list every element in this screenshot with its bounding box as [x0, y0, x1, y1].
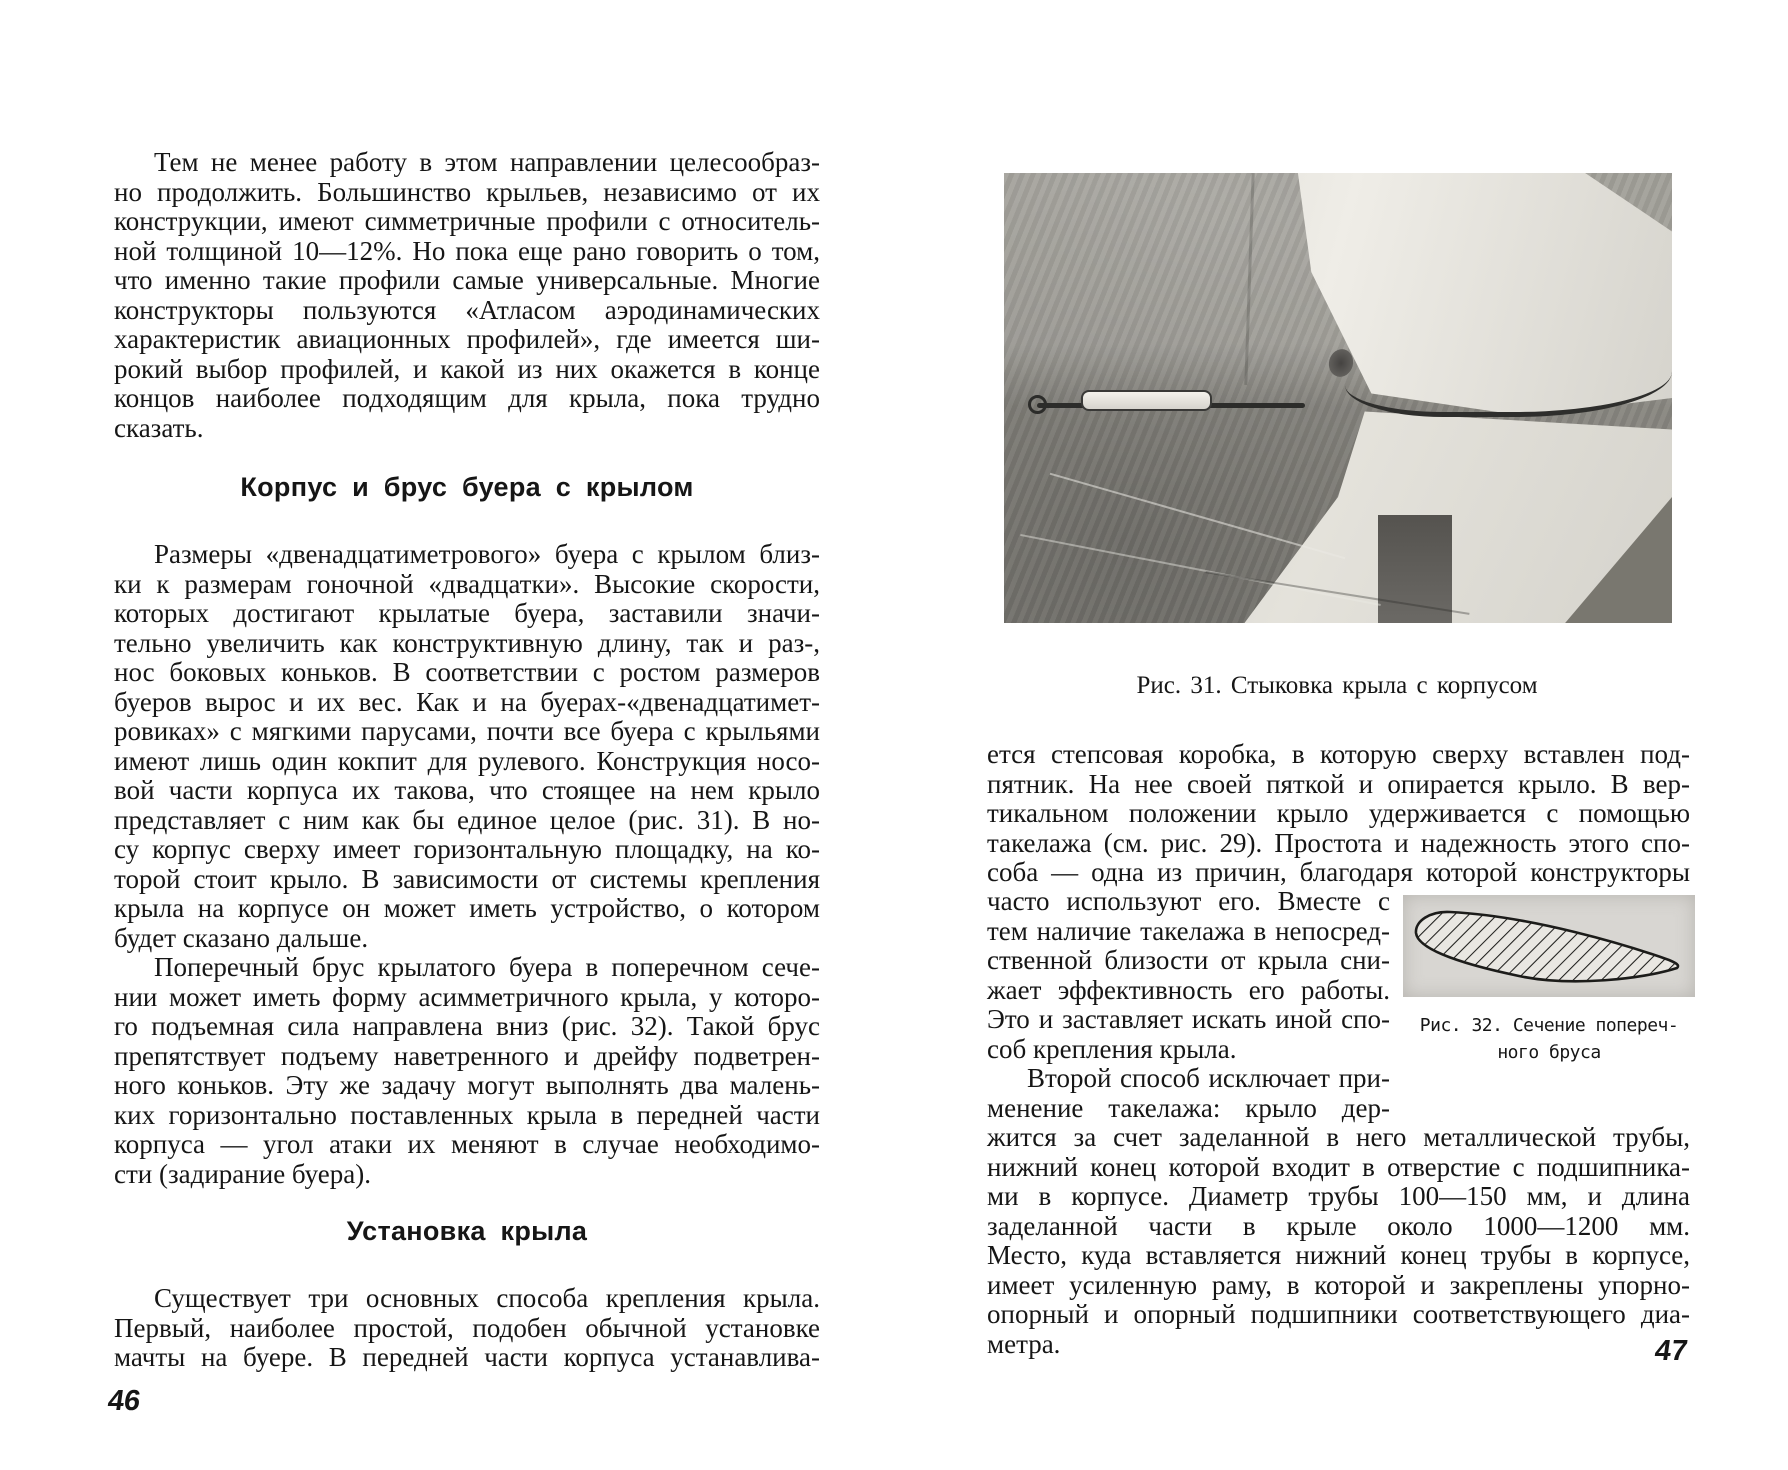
text-line: будет сказано дальше.	[114, 922, 369, 953]
paragraph-hull	[114, 540, 820, 953]
figure-32-diagram	[1403, 895, 1695, 997]
text-line: торой стоит крыло. В зависимости от системы крепления	[114, 863, 820, 894]
figure-32-caption-line2: ного бруса	[1497, 1042, 1601, 1063]
figure-32-caption	[1403, 1012, 1695, 1066]
text-line: Это и заставляет искать иной спо-	[987, 1004, 1390, 1034]
text-line: часто используют его. Вместе с	[987, 886, 1390, 916]
text-line: ственной близости от крыла сни-	[987, 945, 1390, 975]
text-line: Поперечный брус крылатого буера в поперечном сече-	[154, 952, 820, 982]
text-line: ми в корпусе. Диаметр трубы 100—150 мм, и длина	[987, 1181, 1690, 1211]
section-heading-hull: Корпус и брус буера с крылом	[240, 472, 694, 502]
text-line: но продолжить. Большинство крыльев, независимо от их	[114, 176, 820, 207]
text-line: конструкции, имеют симметричные профили с относитель-	[114, 206, 820, 236]
photo-scratch	[1050, 473, 1346, 560]
photo-rod-eye	[1028, 395, 1047, 414]
text-line: Первый, наиболее простой, подобен обычной установке	[114, 1312, 820, 1343]
figure-31-caption: Рис. 31. Стыковка крыла с корпусом	[1136, 672, 1538, 699]
text-line: имеет усиленную раму, в которой и закреплены упорно-	[987, 1269, 1690, 1300]
text-line: ких горизонтально поставленных крыла в передней части	[114, 1099, 820, 1130]
text-line: ного коньков. Эту же задачу могут выполнять два малень-	[114, 1070, 820, 1100]
text-line: жится за счет заделанной в него металлической трубы,	[987, 1122, 1690, 1152]
text-line: такелажа (см. рис. 29). Простота и надежность этого спо-	[987, 827, 1690, 858]
text-line: нии может иметь форму асимметричного крыла, у которо-	[114, 981, 820, 1012]
text-line: соб крепления крыла.	[987, 1033, 1237, 1064]
text-line: Место, куда вставляется нижний конец трубы в корпусе,	[987, 1240, 1690, 1270]
figure-31-photo	[1004, 173, 1672, 623]
paragraph-step-narrow	[987, 887, 1390, 1064]
text-line: корпуса — угол атаки их меняют в случае необходимо-	[114, 1129, 820, 1159]
text-line: Размеры «двенадцатиметрового» буера с крылом близ-	[154, 539, 820, 569]
text-line: буеров вырос и их вес. Как и на буерах-«двенадцатимет-	[114, 686, 820, 717]
paragraph-install	[114, 1284, 820, 1373]
text-line: Тем не менее работу в этом направлении целесообраз-	[154, 147, 820, 177]
text-line: тем наличие такелажа в непосред-	[987, 915, 1390, 946]
figure-32-caption-line1: Рис. 32. Сечение попереч-	[1419, 1015, 1679, 1036]
text-line: го подъемная сила направлена вниз (рис. 32). Такой брус	[114, 1011, 820, 1041]
photo-shadow-notch	[1378, 515, 1451, 623]
text-line: тельно увеличить как конструктивную длину, так и раз-,	[114, 627, 820, 658]
text-line: нижний конец которой входит в отверстие с подшипника-	[987, 1151, 1690, 1182]
paragraph-second-narrow	[987, 1064, 1390, 1123]
text-line: имеют лишь один кокпит для рулевого. Конструкция носо-	[114, 745, 820, 776]
text-line: заделанной части в крыле около 1000—1200 мм.	[987, 1210, 1690, 1241]
paragraph-step-full	[987, 740, 1690, 888]
text-line: су корпус сверху имеет горизонтальную площадку, на ко-	[114, 834, 820, 864]
paragraph-intro	[114, 148, 820, 443]
photo-turnbuckle-sleeve	[1081, 390, 1212, 411]
text-line: Второй способ исключает при-	[1027, 1063, 1390, 1093]
text-line: что именно такие профили самые универсальные. Многие	[114, 265, 820, 295]
text-line: нос боковых коньков. В соответствии с ростом размеров	[114, 657, 820, 687]
airfoil-outline	[1416, 912, 1678, 981]
text-line: мачты на буере. В передней части корпуса устанавлива-	[114, 1342, 820, 1372]
text-line: ровиках» с мягкими парусами, почти все буера с крыльями	[114, 716, 820, 746]
text-line: менение такелажа: крыло дер-	[987, 1092, 1390, 1123]
text-line: крыла на корпусе он может иметь устройство, о котором	[114, 893, 820, 923]
text-line: метра.	[987, 1328, 1061, 1359]
paragraph-beam	[114, 953, 820, 1189]
text-line: пятник. На нее своей пяткой и опирается крыло. В вер-	[987, 768, 1690, 799]
text-line: рокий выбор профилей, и какой из них окажется в конце	[114, 353, 820, 384]
text-line: сказать.	[114, 412, 204, 443]
paragraph-second-full	[987, 1123, 1690, 1359]
text-line: ки к размерам гоночной «двадцатки». Высокие скорости,	[114, 568, 820, 599]
text-line: характеристик авиационных профилей», где имеется ши-	[114, 324, 820, 354]
page-number-left: 46	[105, 1385, 143, 1417]
text-line: представляет с ним как бы единое целое (рис. 31). В но-	[114, 804, 820, 835]
photo-joint-line	[1345, 371, 1672, 417]
text-line: ной толщиной 10—12%. Но пока еще рано говорить о том,	[114, 235, 820, 266]
text-line: которых достигают крылатые буера, заставили значи-	[114, 598, 820, 628]
airfoil-section-drawing	[1403, 895, 1695, 997]
text-line: ется степсовая коробка, в которую сверху вставлен под-	[987, 739, 1690, 769]
text-line: препятствует подъему наветренного и дрейфу подветрен-	[114, 1040, 820, 1071]
text-line: жает эффективность его работы.	[987, 974, 1390, 1005]
photo-ice-seam	[1244, 173, 1254, 384]
text-line: концов наиболее подходящим для крыла, пока трудно	[114, 383, 820, 413]
text-line: опорный и опорный подшипники соответствующего диа-	[987, 1299, 1690, 1329]
text-line: сти (задирание буера).	[114, 1158, 371, 1189]
text-line: соба — одна из причин, благодаря которой конструкторы	[987, 857, 1690, 887]
text-line: тикальном положении крыло удерживается с помощью	[987, 798, 1690, 828]
text-line: Существует три основных способа крепления крыла.	[154, 1283, 820, 1313]
page-number-right: 47	[1652, 1335, 1690, 1367]
section-heading-install: Установка крыла	[346, 1216, 588, 1246]
text-line: вой части корпуса их такова, что стоящее на нем крыло	[114, 775, 820, 805]
text-line: конструкторы пользуются «Атласом аэродинамических	[114, 294, 820, 325]
